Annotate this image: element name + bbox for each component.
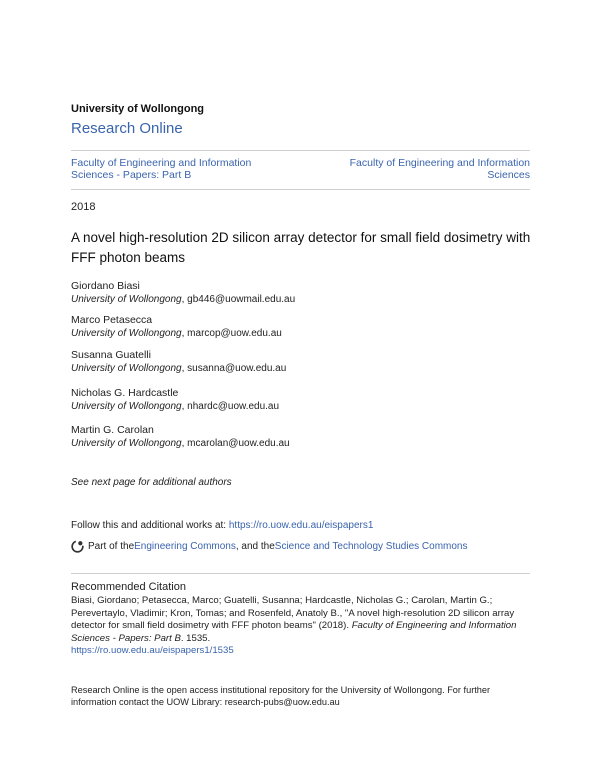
commons-icon [71, 540, 84, 553]
follow-line [71, 520, 373, 531]
author-entry: Nicholas G. Hardcastle University of Wollongong, nhardc@uow.edu.au [71, 387, 280, 412]
part-of-middle: , and the [235, 541, 275, 552]
repository-link[interactable]: Research Online [71, 120, 183, 137]
author-email: mcarolan@uow.edu.au [187, 438, 290, 449]
author-entry: Marco Petasecca University of Wollongong, marcop@uow.edu.au [71, 314, 282, 339]
author-affiliation: University of Wollongong [71, 363, 182, 374]
author-name: Nicholas G. Hardcastle [71, 387, 179, 399]
author-affiliation: University of Wollongong [71, 401, 182, 412]
sts-commons-link[interactable]: Science and Technology Studies Commons [274, 541, 468, 552]
divider [71, 573, 530, 574]
author-email: susanna@uow.edu.au [187, 363, 287, 374]
recommended-citation-heading: Recommended Citation [71, 581, 186, 593]
publication-year: 2018 [71, 201, 96, 213]
citation-url-link[interactable]: https://ro.uow.edu.au/eispapers1/1535 [71, 645, 234, 657]
paper-title: A novel high-resolution 2D silicon array detector for small field dosimetry with FFF photon beams [71, 230, 531, 265]
divider [71, 189, 530, 190]
citation-block [71, 595, 533, 658]
author-affiliation: University of Wollongong [71, 294, 182, 305]
part-of-prefix: Part of the [88, 541, 135, 552]
citation-text: Biasi, Giordano; Petasecca, Marco; Guatelli, Susanna; Hardcastle, Nicholas G.; Carolan, Martin G.; Perevertaylo, Vladimir; Kron, Tomas; and Rosenfeld, Anatoly B., "A novel high-resolution 2D silicon array detector for small field dosimetry with FFF photon beams" (2018). [71, 595, 515, 632]
see-next-page-note: See next page for additional authors [71, 477, 232, 488]
author-affiliation: University of Wollongong [71, 438, 182, 449]
engineering-commons-link[interactable]: Engineering Commons [134, 541, 236, 552]
author-email: gb446@uowmail.edu.au [187, 294, 296, 305]
collection-link-right[interactable]: Faculty of Engineering and Information Sciences [349, 157, 530, 181]
author-name: Martin G. Carolan [71, 424, 154, 436]
author-name: Giordano Biasi [71, 280, 140, 292]
part-of-line [71, 540, 468, 553]
author-entry: Susanna Guatelli University of Wollongong, susanna@uow.edu.au [71, 349, 287, 374]
author-email: nhardc@uow.edu.au [187, 401, 280, 412]
author-name: Marco Petasecca [71, 314, 153, 326]
follow-prefix: Follow this and additional works at: [71, 520, 229, 531]
follow-url-link[interactable]: https://ro.uow.edu.au/eispapers1 [228, 520, 374, 531]
author-email: marcop@uow.edu.au [187, 328, 282, 339]
author-entry: Giordano Biasi University of Wollongong, gb446@uowmail.edu.au [71, 280, 296, 305]
collection-link-left[interactable]: Faculty of Engineering and Information Sciences - Papers: Part B [71, 157, 252, 181]
author-name: Susanna Guatelli [71, 349, 151, 361]
divider [71, 150, 530, 151]
footer-note: Research Online is the open access institutional repository for the University of Wollongong. For further information contact the UOW Library: research-pubs@uow.edu.au [71, 685, 491, 707]
university-name: University of Wollongong [71, 103, 205, 115]
author-entry: Martin G. Carolan University of Wollongong, mcarolan@uow.edu.au [71, 424, 290, 449]
citation-number: . 1535. [180, 632, 211, 644]
citation-journal: Faculty of Engineering and Information Sciences - Papers: Part B [71, 620, 517, 644]
author-affiliation: University of Wollongong [71, 328, 182, 339]
